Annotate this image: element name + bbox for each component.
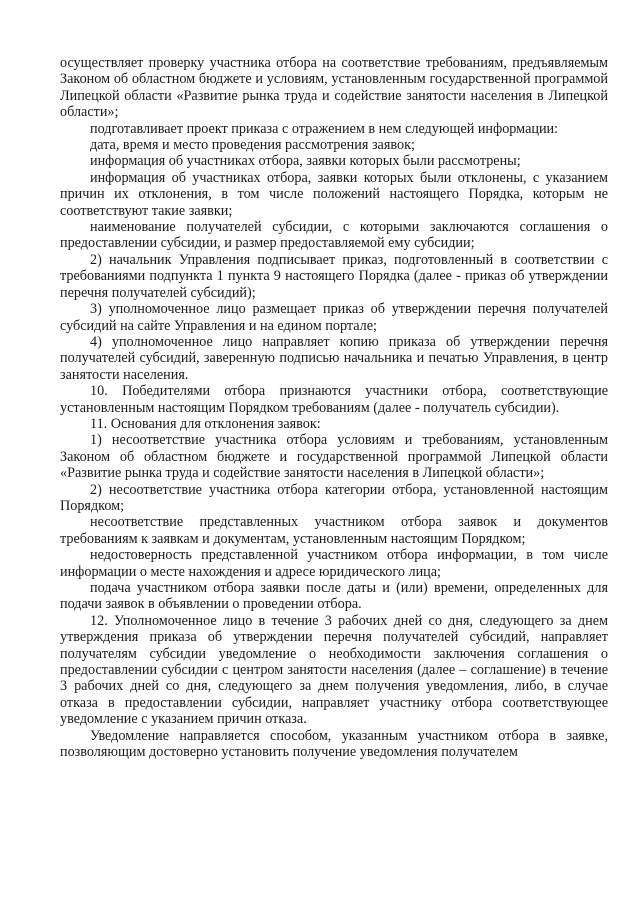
paragraph-reason-late-submission: подача участником отбора заявки после даты и (или) времени, определенных для подачи заявок в объявлении о проведении отбора. bbox=[60, 580, 608, 613]
paragraph-item-4-send-copy: 4) уполномоченное лицо направляет копию приказа об утверждении перечня получателей субсидий, заверенную подписью начальника и печатью Управления, в центр занятости населения. bbox=[60, 333, 608, 383]
paragraph-check-participant: осуществляет проверку участника отбора на соответствие требованиям, предъявляемым Законом об областном бюджете и условиям, установленным государственной программой Липецкой области «Развитие рынка труда и содействие занятости населения в Липецкой области»; bbox=[60, 55, 608, 121]
paragraph-item-3-publish-order: 3) уполномоченное лицо размещает приказ об утверждении перечня получателей субсидий на сайте Управления и на едином портале; bbox=[60, 301, 608, 334]
paragraph-item-2-sign-order: 2) начальник Управления подписывает приказ, подготовленный в соответствии с требованиями подпункта 1 пункта 9 настоящего Порядка (далее - приказ об утверждении перечня получателей субсидий); bbox=[60, 251, 608, 301]
paragraph-reason-1: 1) несоответствие участника отбора условиям и требованиям, установленным Законом об областном бюджете и государственной программой Липецкой области «Развитие рынка труда и содействие занятости населения в Липецкой области»; bbox=[60, 432, 608, 482]
paragraph-section-10-winners: 10. Победителями отбора признаются участники отбора, соответствующие установленным настоящим Порядком требованиям (далее - получатель субсидии). bbox=[60, 383, 608, 416]
paragraph-prepare-order: подготавливает проект приказа с отражением в нем следующей информации: bbox=[90, 120, 559, 137]
paragraph-reviewed-participants: информация об участниках отбора, заявки которых были рассмотрены; bbox=[90, 153, 521, 170]
paragraph-section-11-heading: 11. Основания для отклонения заявок: bbox=[90, 415, 321, 432]
paragraph-recipients-names: наименование получателей субсидии, с которыми заключаются соглашения о предоставлении субсидии, и размер предоставляемой ему субсидии; bbox=[60, 219, 608, 252]
paragraph-reason-false-info: недостоверность представленной участником отбора информации, в том числе информации о месте нахождения и адресе юридического лица; bbox=[60, 547, 608, 580]
paragraph-section-12-notification: 12. Уполномоченное лицо в течение 3 рабочих дней со дня, следующего за днем утверждения приказа об утверждении перечня получателей субсидий, направляет получателям субсидии уведомление о необходимости заключения соглашения о предоставлении субсидии с центром занятости населения (далее – соглашение) в течение 3 рабочих дней со дня, следующего за днем получения уведомления, либо, в случае отказа в предоставлении субсидии, направляет участнику отбора соответствующее уведомление с указанием причин отказа. bbox=[60, 612, 608, 728]
paragraph-reason-documents: несоответствие представленных участником отбора заявок и документов требованиям к заявкам и документам, установленным настоящим Порядком; bbox=[60, 514, 608, 547]
paragraph-notification-method: Уведомление направляется способом, указанным участником отбора в заявке, позволяющим достоверно установить получение уведомления получателем bbox=[60, 727, 608, 761]
paragraph-rejected-participants: информация об участниках отбора, заявки которых были отклонены, с указанием причин их отклонения, в том числе положений настоящего Порядка, которым не соответствуют такие заявки; bbox=[60, 169, 608, 219]
paragraph-reason-2: 2) несоответствие участника отбора категории отбора, установленной настоящим Порядком; bbox=[60, 481, 608, 514]
paragraph-date-time-place: дата, время и место проведения рассмотрения заявок; bbox=[90, 137, 415, 154]
